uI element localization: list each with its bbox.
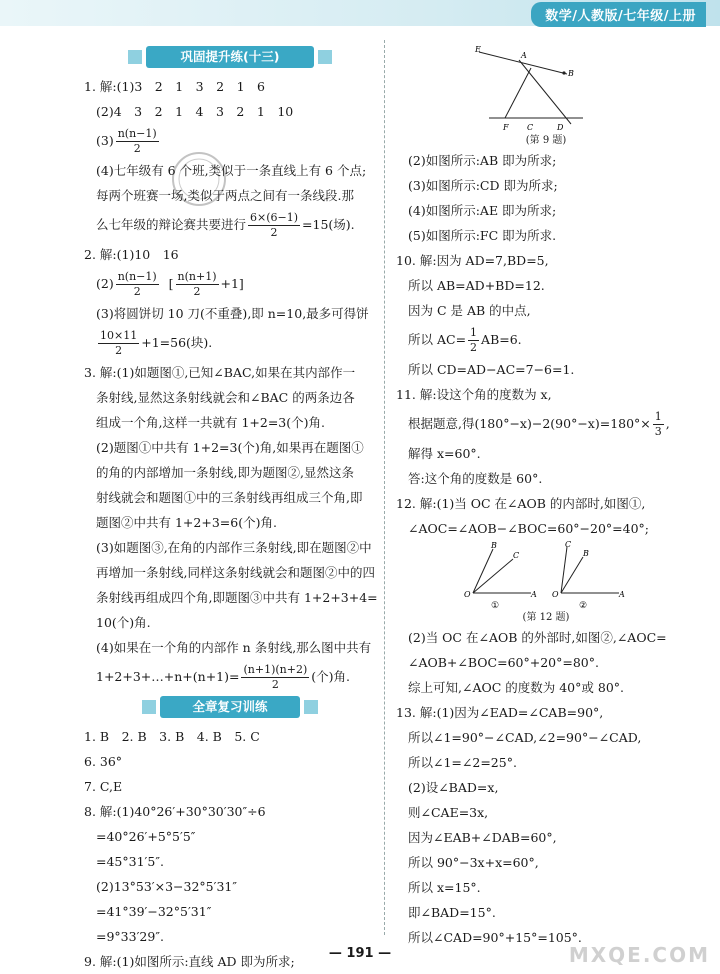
- denominator: 2: [271, 678, 279, 691]
- numerator: 1: [470, 326, 478, 339]
- fig12-mark-2: ②: [579, 601, 588, 611]
- problem-2-line-2: [84, 267, 376, 301]
- fraction: [241, 663, 309, 692]
- problem-3-line-13: [84, 660, 376, 694]
- problem-3-line-5: 的角的内部增加一条射线,即为题图②,显然这条: [96, 465, 354, 480]
- numerator: (n+1)(n+2): [243, 663, 308, 676]
- label-f: F: [503, 123, 509, 132]
- right-column: [396, 44, 696, 950]
- fig12-2-label-o: O: [552, 590, 559, 599]
- problem-10-line-4: [396, 323, 696, 357]
- numerator: n(n+1): [177, 270, 217, 283]
- text: 1+2+3+…+n+(n+1)=: [96, 669, 240, 684]
- problem-12-line-2: ∠AOC=∠AOB−∠BOC=60°−20°=40°;: [408, 521, 649, 536]
- problem-1-line-4: (4)七年级有 6 个班,类似于一条直线上有 6 个点;: [96, 163, 367, 178]
- label-d: D: [557, 123, 564, 132]
- problem-11-line-2: [396, 407, 696, 441]
- problem-13-line-8: 所以 x=15°.: [408, 880, 481, 895]
- problem-3-line-1: 3. 解:(1)如题图①,已知∠BAC,如果在其内部作一: [84, 365, 356, 380]
- text: AB=6.: [481, 332, 522, 347]
- problem-13-line-5: 则∠CAE=3x,: [408, 805, 489, 820]
- problem-9-line-1: 9. 解:(1)如图所示:直线 AD 即为所求;: [84, 954, 295, 969]
- header-title: 数学/人教版/七年级/上册: [531, 2, 706, 27]
- problem-2-line-4: [84, 326, 376, 360]
- problem-10-line-1: 10. 解:因为 AD=7,BD=5,: [396, 253, 549, 268]
- problem-1-5-answers: 1. B 2. B 3. B 4. B 5. C: [84, 729, 260, 744]
- fig12-1-label-c: C: [513, 551, 520, 560]
- label-b: B: [568, 69, 574, 78]
- problem-1-line-5: 每两个班赛一场,类似于两点之间有一条线段.那: [96, 188, 354, 203]
- figure-12: [461, 541, 631, 611]
- problem-10-line-3: 因为 C 是 AB 的中点,: [408, 303, 531, 318]
- label-e: E: [475, 45, 481, 54]
- fig12-mark-1: ①: [491, 601, 500, 611]
- text: 么七年级的辩论赛共要进行: [96, 217, 247, 232]
- text: (2): [96, 276, 114, 291]
- fraction: [248, 211, 300, 240]
- problem-13-line-9: 即∠BAD=15°.: [408, 905, 496, 920]
- problem-8-line-1: 8. 解:(1)40°26′+30°30′30″÷6: [84, 804, 266, 819]
- text: =15(场).: [302, 217, 355, 232]
- left-column: [84, 44, 376, 974]
- fig12-1-label-o: O: [464, 590, 471, 599]
- watermark: MXQE.COM: [568, 943, 710, 967]
- problem-12-line-4: ∠AOB+∠BOC=60°+20°=80°.: [408, 655, 599, 670]
- problem-3-line-9: 再增加一条射线,同样这条射线就会和题图②中的四: [96, 565, 375, 580]
- problem-13-line-4: (2)设∠BAD=x,: [408, 780, 499, 795]
- problem-11-line-3: 解得 x=60°.: [408, 446, 481, 461]
- numerator: n(n−1): [117, 127, 157, 140]
- numerator: 10×11: [100, 329, 138, 342]
- fraction: [653, 410, 664, 439]
- denominator: 2: [270, 226, 278, 239]
- text: +1=56(块).: [141, 335, 213, 350]
- problem-3-line-6: 射线就会和题图①中的三条射线再组成三个角,即: [96, 490, 363, 505]
- problem-13-line-7: 所以 90°−3x+x=60°,: [408, 855, 539, 870]
- problem-3-line-4: (2)题图①中共有 1+2=3(个)角,如果再在题图①: [96, 440, 364, 455]
- problem-1-line-2: (2)4 3 2 1 4 3 2 1 10: [96, 104, 294, 119]
- problem-12-line-5: 综上可知,∠AOC 的度数为 40°或 80°.: [408, 680, 624, 695]
- problem-13-line-1: 13. 解:(1)因为∠EAD=∠CAB=90°,: [396, 705, 604, 720]
- denominator: 2: [133, 285, 141, 298]
- problem-1-line-6: [84, 208, 376, 242]
- problem-8-line-4: (2)13°53′×3−32°5′31″: [96, 879, 238, 894]
- label-c: C: [527, 123, 534, 132]
- problem-12-line-1: 12. 解:(1)当 OC 在∠AOB 的内部时,如图①,: [396, 496, 646, 511]
- fraction: [468, 326, 479, 355]
- problem-10-line-5: 所以 CD=AD−AC=7−6=1.: [408, 362, 575, 377]
- fig12-1-label-a: A: [531, 590, 537, 599]
- numerator: 6×(6−1): [250, 211, 299, 224]
- fig12-2-label-c: C: [565, 541, 572, 549]
- problem-1-line-1: 1. 解:(1)3 2 1 3 2 1 6: [84, 79, 265, 94]
- problem-13-line-2: 所以∠1=90°−∠CAD,∠2=90°−∠CAD,: [408, 730, 642, 745]
- fraction: [116, 270, 159, 299]
- text: (3): [96, 133, 114, 148]
- bracket-open: [: [168, 276, 174, 291]
- problem-9-line-2: (2)如图所示:AB 即为所求;: [408, 153, 557, 168]
- problem-9-line-3: (3)如图所示:CD 即为所求;: [408, 178, 558, 193]
- fig12-2-label-b: B: [583, 549, 589, 558]
- problem-9-line-5: (5)如图所示:FC 即为所求.: [408, 228, 557, 243]
- denominator: 3: [654, 425, 662, 438]
- problem-11-line-1: 11. 解:设这个角的度数为 x,: [396, 387, 552, 402]
- denominator: 2: [115, 344, 123, 357]
- problem-6-answer: 6. 36°: [84, 754, 123, 769]
- problem-8-line-2: =40°26′+5°5′5″: [96, 829, 196, 844]
- problem-1-line-3: [84, 124, 376, 158]
- text: 所以 AC=: [408, 332, 467, 347]
- problem-11-line-4: 答:这个角的度数是 60°.: [408, 471, 543, 486]
- problem-2-line-1: 2. 解:(1)10 16: [84, 247, 179, 262]
- problem-8-line-5: =41°39′−32°5′31″: [96, 904, 212, 919]
- text: (个)角.: [311, 669, 350, 684]
- problem-3-line-10: 条射线再组成四个角,即题图③中共有 1+2+3+4=: [96, 590, 378, 605]
- problem-3-line-8: (3)如题图③,在角的内部作三条射线,即在题图②中: [96, 540, 372, 555]
- numerator: 1: [654, 410, 662, 423]
- problem-3-line-7: 题图②中共有 1+2+3=6(个)角.: [96, 515, 277, 530]
- denominator: 2: [193, 285, 201, 298]
- problem-7-answer: 7. C,E: [84, 779, 123, 794]
- problem-9-line-4: (4)如图所示:AE 即为所求;: [408, 203, 557, 218]
- text: ,: [665, 416, 670, 431]
- problem-8-line-3: =45°31′5″.: [96, 854, 164, 869]
- problem-13-line-3: 所以∠1=∠2=25°.: [408, 755, 517, 770]
- problem-3-line-12: (4)如果在一个角的内部作 n 条射线,那么图中共有: [96, 640, 372, 655]
- page-number: — 191 —: [328, 946, 392, 961]
- problem-12-line-3: (2)当 OC 在∠AOB 的外部时,如图②,∠AOC=: [408, 630, 667, 645]
- problem-2-line-3: (3)将圆饼切 10 刀(不重叠),即 n=10,最多可得饼: [96, 306, 369, 321]
- problem-3-line-11: 10(个)角.: [96, 615, 151, 630]
- fraction: [116, 127, 159, 156]
- problem-10-line-2: 所以 AB=AD+BD=12.: [408, 278, 545, 293]
- section-banner-1: 巩固提升练(十三): [146, 46, 314, 68]
- text: 根据题意,得(180°−x)−2(90°−x)=180°×: [408, 416, 651, 431]
- fraction: [176, 270, 219, 299]
- problem-8-line-6: =9°33′29″.: [96, 929, 164, 944]
- problem-3-line-2: 条射线,显然这条射线就会和∠BAC 的两条边各: [96, 390, 355, 405]
- fraction: [98, 329, 139, 358]
- problem-3-line-3: 组成一个角,这样一共就有 1+2=3(个)角.: [96, 415, 325, 430]
- denominator: 2: [470, 341, 478, 354]
- section-banner-2: 全章复习训练: [160, 696, 300, 718]
- fig12-1-label-b: B: [491, 541, 497, 550]
- label-a: A: [521, 51, 527, 60]
- figure-12-caption: (第 12 题): [522, 612, 570, 623]
- figure-9: [471, 44, 621, 134]
- bracket-close: +1]: [220, 276, 244, 291]
- column-divider: [384, 40, 385, 935]
- figure-9-caption: (第 9 题): [525, 135, 567, 146]
- denominator: 2: [133, 142, 141, 155]
- problem-13-line-10: 所以∠CAD=90°+15°=105°.: [408, 930, 582, 945]
- numerator: n(n−1): [117, 270, 157, 283]
- problem-13-line-6: 因为∠EAB+∠DAB=60°,: [408, 830, 557, 845]
- fig12-2-label-a: A: [619, 590, 625, 599]
